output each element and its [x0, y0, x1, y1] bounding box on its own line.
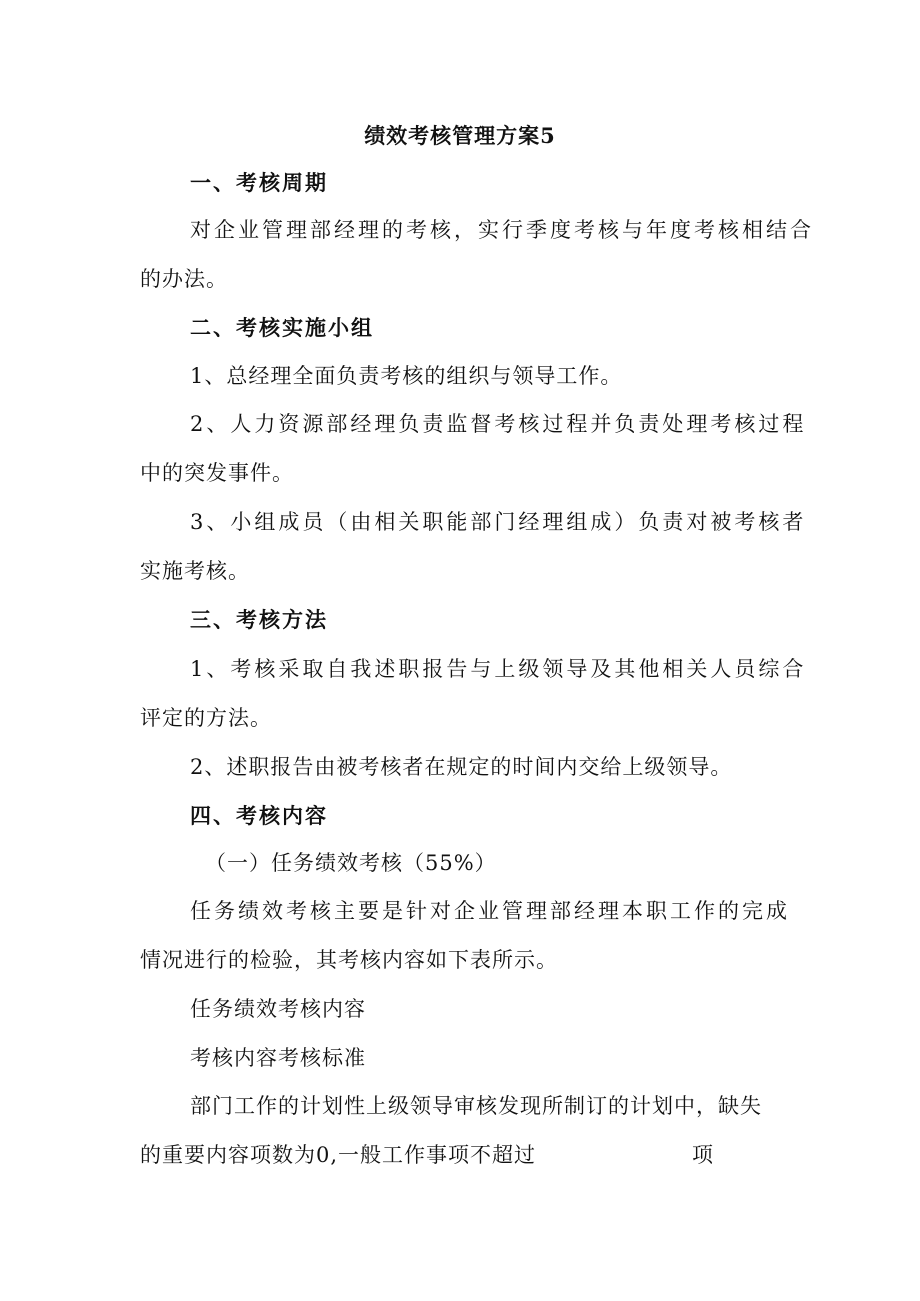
paragraph-line: 对企业管理部经理的考核，实行季度考核与年度考核相结合	[190, 218, 814, 242]
paragraph-line: 情况进行的检验，其考核内容如下表所示。	[140, 948, 558, 972]
paragraph-line: 中的突发事件。	[140, 461, 294, 485]
table-header: 考核内容考核标准	[190, 1046, 366, 1070]
document-title: 绩效考核管理方案5	[364, 123, 556, 148]
section-heading-cycle: 一、考核周期	[190, 171, 328, 195]
paragraph-line: 实施考核。	[140, 559, 250, 583]
paragraph-line: 的办法。	[140, 267, 228, 291]
paragraph-line: 任务绩效考核主要是针对企业管理部经理本职工作的完成	[190, 899, 790, 923]
subheading-task-performance: （一）任务绩效考核（55%）	[205, 851, 497, 875]
section-heading-method: 三、考核方法	[190, 608, 328, 632]
paragraph-line: 3、小组成员（由相关职能部门经理组成）负责对被考核者	[190, 510, 807, 534]
paragraph-line: 1、总经理全面负责考核的组织与领导工作。	[190, 364, 623, 388]
table-caption: 任务绩效考核内容	[190, 997, 366, 1021]
section-heading-content: 四、考核内容	[190, 804, 328, 828]
paragraph-line: 1、考核采取自我述职报告与上级领导及其他相关人员综合	[190, 657, 807, 681]
paragraph-line: 评定的方法。	[140, 706, 272, 730]
paragraph-tail: 项	[692, 1143, 713, 1167]
paragraph-line: 部门工作的计划性上级领导审核发现所制订的计划中，缺失	[190, 1094, 762, 1118]
paragraph-line: 的重要内容项数为0,一般工作事项不超过	[140, 1143, 537, 1167]
paragraph-line: 2、人力资源部经理负责监督考核过程并负责处理考核过程	[190, 412, 807, 436]
section-heading-group: 二、考核实施小组	[190, 316, 374, 340]
paragraph-line: 2、述职报告由被考核者在规定的时间内交给上级领导。	[190, 755, 733, 779]
